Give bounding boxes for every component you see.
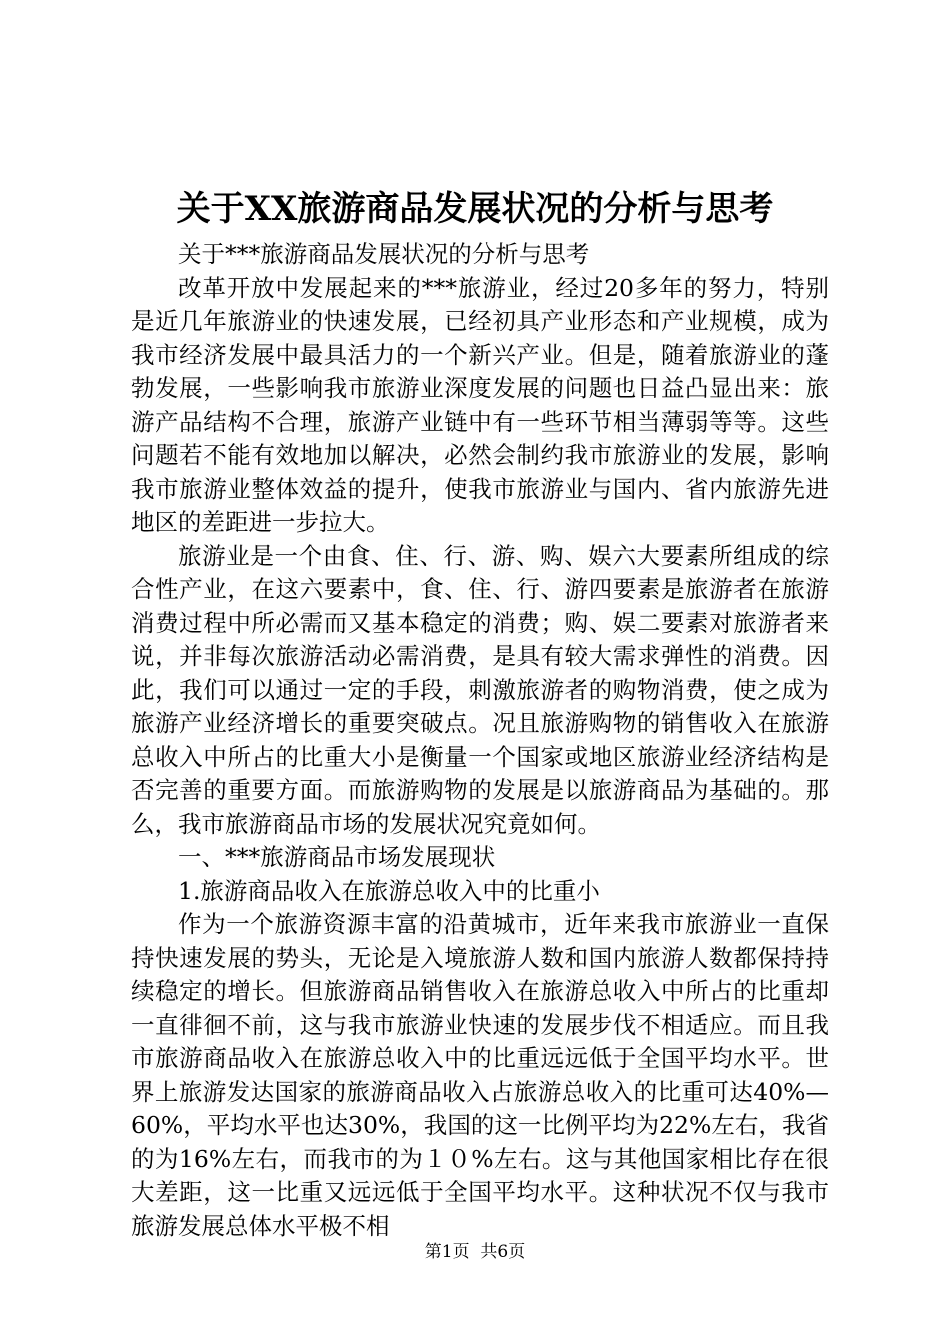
document-title: 关于XX旅游商品发展状况的分析与思考 (176, 189, 774, 229)
paragraph-intro: 改革开放中发展起来的***旅游业，经过20多年的努力，特别是近几年旅游业的快速发展，已经初具产业形态和产业规模，成为我市经济发展中最具活力的一个新兴产业。但是，随着旅游业的蓬勃发展，一些影响我市旅游业深度发展的问题也日益凸显出来：旅游产品结构不合理，旅游产业链中有一些环节相当薄弱等等。这些问题若不能有效地加以解决，必然会制约我市旅游业的发展，影响我市旅游业整体效益的提升，使我市旅游业与国内、省内旅游先进地区的差距进一步拉大。 (131, 273, 829, 536)
page-footer (0, 1240, 950, 1264)
page-number: 第1页 (424, 1242, 470, 1262)
document-body (131, 238, 829, 1243)
section-heading: 一、***旅游商品市场发展现状 (178, 843, 496, 871)
subsection-heading: 1.旅游商品收入在旅游总收入中的比重小 (178, 876, 600, 905)
paragraph-revenue-share: 作为一个旅游资源丰富的沿黄城市，近年来我市旅游业一直保持快速发展的势头，无论是入境旅游人数和国内旅游人数都保持持续稳定的增长。但旅游商品销售收入在旅游总收入中所占的比重却一直徘徊不前，这与我市旅游业快速的发展步伐不相适应。而且我市旅游商品收入在旅游总收入中的比重远远低于全国平均水平。世界上旅游发达国家的旅游商品收入占旅游总收入的比重可达40%—60%，平均水平也达30%，我国的这一比例平均为22%左右，我省的为16%左右，而我市的为１０%左右。这与其他国家相比存在很大差距，这一比重又远远低于全国平均水平。这种状况不仅与我市旅游发展总体水平极不相 (131, 910, 829, 1240)
paragraph-subtitle: 关于***旅游商品发展状况的分析与思考 (178, 240, 590, 268)
paragraph-six-elements: 旅游业是一个由食、住、行、游、购、娱六大要素所组成的综合性产业，在这六要素中，食、住、行、游四要素是旅游者在旅游消费过程中所必需而又基本稳定的消费；购、娱二要素对旅游者来说，并非每次旅游活动必需消费，是具有较大需求弹性的消费。因此，我们可以通过一定的手段，刺激旅游者的购物消费，使之成为旅游产业经济增长的重要突破点。况且旅游购物的销售收入在旅游总收入中所占的比重大小是衡量一个国家或地区旅游业经济结构是否完善的重要方面。而旅游购物的发展是以旅游商品为基础的。那么，我市旅游商品市场的发展状况究竟如何。 (131, 541, 829, 838)
page-total: 共6页 (480, 1242, 526, 1262)
